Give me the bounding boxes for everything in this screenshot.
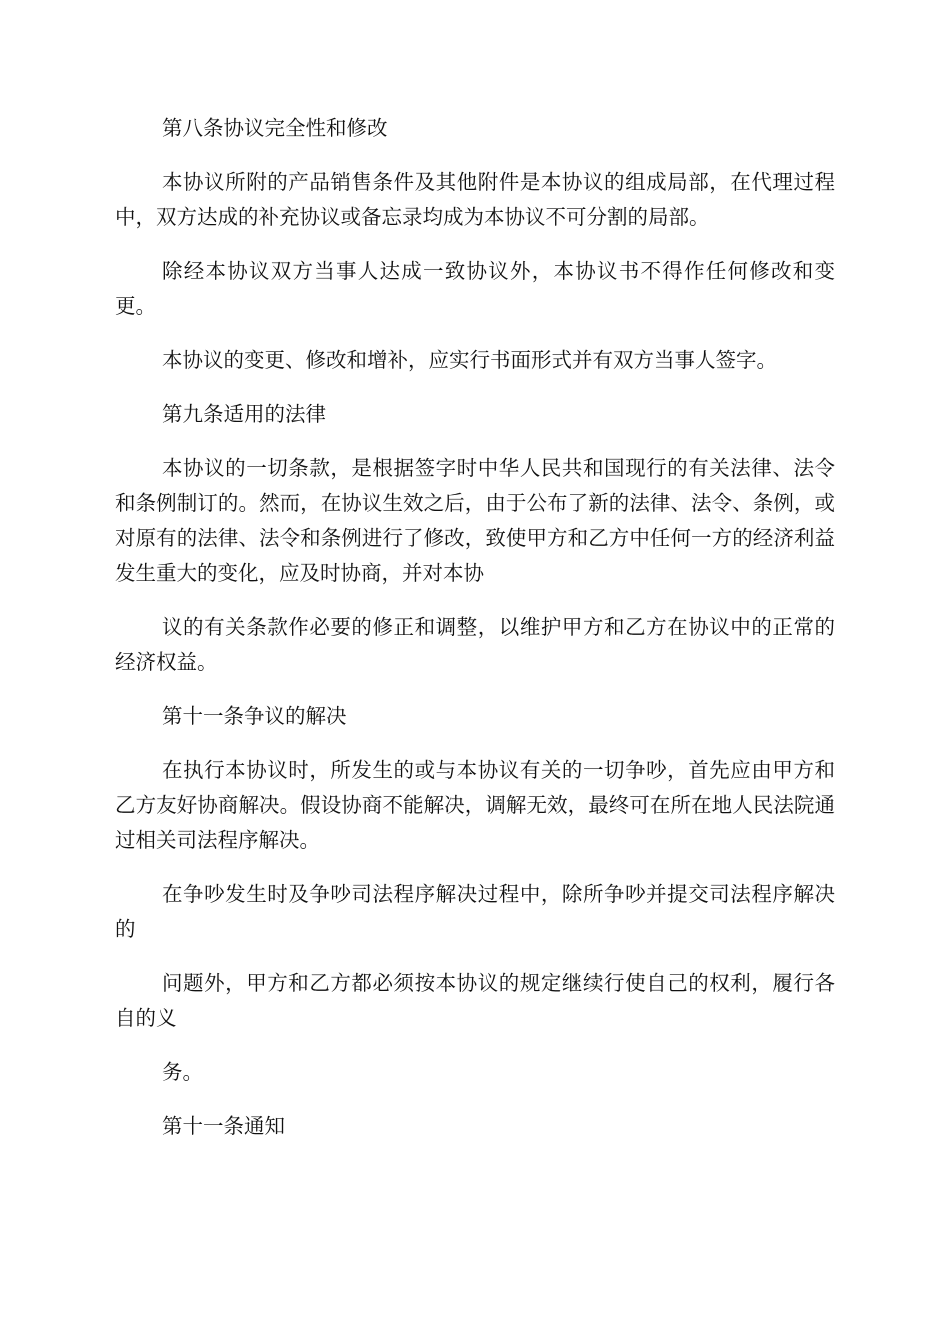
section-heading-article-9: 第九条适用的法律 <box>162 402 326 426</box>
paragraph-continue-obligations: 问题外，甲方和乙方都必须按本协议的规定继续行使自己的权利，履行各自的义 <box>115 971 835 1030</box>
section-heading-dispute-resolution: 第十一条争议的解决 <box>162 704 347 728</box>
paragraph-written-form: 本协议的变更、修改和增补，应实行书面形式并有双方当事人签字。 <box>162 348 777 372</box>
section-heading-article-8: 第八条协议完全性和修改 <box>162 116 388 140</box>
paragraph-dispute-process: 在争吵发生时及争吵司法程序解决过程中，除所争吵并提交司法程序解决的 <box>115 882 835 941</box>
section-heading-notice: 第十一条通知 <box>162 1114 285 1138</box>
paragraph-fragment: 务。 <box>162 1060 203 1084</box>
paragraph-dispute-negotiation: 在执行本协议时，所发生的或与本协议有关的一切争吵，首先应由甲方和乙方友好协商解决。假设协商不能解决，调解无效，最终可在所在地人民法院通过相关司法程序解决。 <box>115 758 835 852</box>
paragraph-attachments: 本协议所附的产品销售条件及其他附件是本协议的组成局部，在代理过程中，双方达成的补充协议或备忘录均成为本协议不可分割的局部。 <box>115 170 835 229</box>
paragraph-no-modification: 除经本协议双方当事人达成一致协议外，本协议书不得作任何修改和变更。 <box>115 259 835 318</box>
paragraph-law-adjustment: 议的有关条款作必要的修正和调整，以维护甲方和乙方在协议中的正常的经济权益。 <box>115 615 835 674</box>
paragraph-applicable-law: 本协议的一切条款，是根据签字时中华人民共和国现行的有关法律、法令和条例制订的。然而，在协议生效之后，由于公布了新的法律、法令、条例，或对原有的法律、法令和条例进行了修改，致使甲方和乙方中任何一方的经济利益发生重大的变化，应及时协商，并对本协 <box>115 456 835 585</box>
document-body <box>115 111 835 1163</box>
